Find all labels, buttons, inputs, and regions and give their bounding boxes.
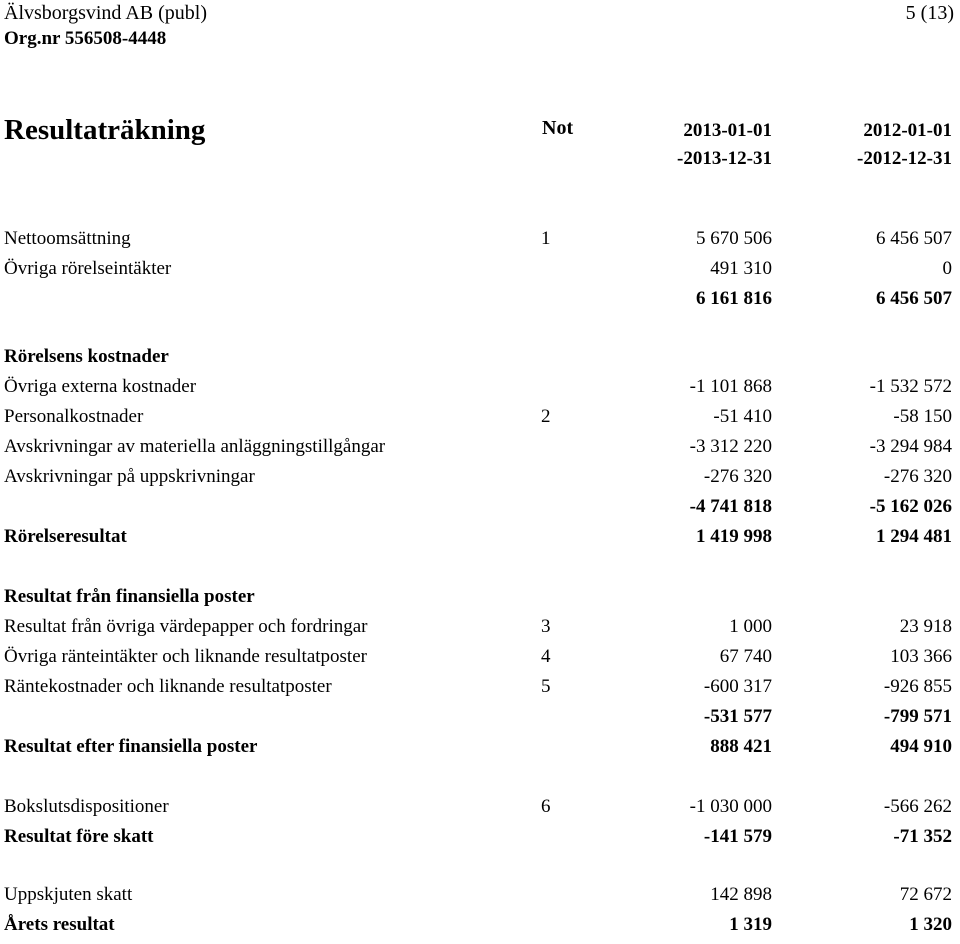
row-value-2013: -1 101 868: [689, 376, 772, 397]
row-value-2012: -5 162 026: [869, 496, 952, 517]
row-value-2013: 888 421: [710, 736, 772, 757]
row-value-2012: 6 456 507: [876, 228, 952, 249]
table-row: [0, 616, 960, 646]
row-value-2013: -531 577: [703, 706, 772, 727]
row-label: Personalkostnader: [4, 406, 144, 427]
period-2012-header: [857, 117, 952, 173]
row-value-2013: 142 898: [710, 884, 772, 905]
period-2012-end: -2012-12-31: [857, 148, 952, 169]
row-label: Resultat från finansiella poster: [4, 586, 255, 607]
row-label: Resultat före skatt: [4, 826, 154, 847]
row-value-2012: 6 456 507: [876, 288, 952, 309]
table-row: [0, 646, 960, 676]
company-name: Älvsborgsvind AB (publ): [4, 2, 207, 24]
table-row: [0, 406, 960, 436]
row-value-2012: -799 571: [883, 706, 952, 727]
row-value-2012: 1 320: [909, 914, 952, 935]
row-value-2013: -276 320: [703, 466, 772, 487]
table-row: [0, 736, 960, 766]
not-column-header: Not: [542, 117, 574, 139]
row-label: Rörelsens kostnader: [4, 346, 169, 367]
table-row: [0, 586, 960, 616]
row-value-2012: -566 262: [883, 796, 952, 817]
period-2013-end: -2013-12-31: [677, 148, 772, 169]
row-value-2012: -3 294 984: [869, 436, 952, 457]
statement-title: Resultaträkning: [4, 114, 206, 146]
table-row: [0, 228, 960, 258]
row-note: 2: [541, 406, 551, 427]
row-value-2013: -4 741 818: [689, 496, 772, 517]
row-label: Nettoomsättning: [4, 228, 131, 249]
row-label: Rörelseresultat: [4, 526, 127, 547]
period-2013-header: [677, 117, 772, 173]
row-note: 3: [541, 616, 551, 637]
row-value-2013: 1 000: [729, 616, 772, 637]
table-row: [0, 466, 960, 496]
row-value-2012: 72 672: [899, 884, 952, 905]
table-row: [0, 346, 960, 376]
row-value-2013: 1 419 998: [696, 526, 772, 547]
table-row: [0, 884, 960, 914]
row-value-2012: -1 532 572: [869, 376, 952, 397]
row-note: 4: [541, 646, 551, 667]
row-label: Övriga externa kostnader: [4, 376, 197, 397]
table-row: [0, 706, 960, 736]
row-value-2013: 491 310: [710, 258, 772, 279]
row-value-2013: 6 161 816: [696, 288, 772, 309]
row-value-2013: 5 670 506: [696, 228, 772, 249]
org-number: Org.nr 556508-4448: [4, 28, 167, 49]
row-value-2012: 0: [942, 258, 952, 279]
row-label: Uppskjuten skatt: [4, 884, 133, 905]
row-value-2012: -71 352: [893, 826, 952, 847]
row-value-2013: 1 319: [729, 914, 772, 935]
table-row: [0, 436, 960, 466]
table-row: [0, 914, 960, 944]
row-value-2013: -1 030 000: [689, 796, 772, 817]
table-row: [0, 676, 960, 706]
table-row: [0, 376, 960, 406]
table-row: [0, 796, 960, 826]
page-number: 5 (13): [905, 2, 954, 24]
row-value-2012: 23 918: [899, 616, 952, 637]
row-note: 6: [541, 796, 551, 817]
row-label: Avskrivningar av materiella anläggningstillgångar: [4, 436, 386, 457]
period-2013-start: 2013-01-01: [683, 120, 772, 141]
row-note: 5: [541, 676, 551, 697]
row-value-2012: -926 855: [883, 676, 952, 697]
row-label: Resultat efter finansiella poster: [4, 736, 258, 757]
row-label: Övriga rörelseintäkter: [4, 258, 172, 279]
table-row: [0, 526, 960, 556]
row-value-2012: 103 366: [890, 646, 952, 667]
row-value-2012: 494 910: [890, 736, 952, 757]
row-value-2012: 1 294 481: [876, 526, 952, 547]
table-row: [0, 288, 960, 318]
row-label: Resultat från övriga värdepapper och fordringar: [4, 616, 368, 637]
row-label: Övriga ränteintäkter och liknande resultatposter: [4, 646, 367, 667]
row-label: Avskrivningar på uppskrivningar: [4, 466, 255, 487]
row-label: Bokslutsdispositioner: [4, 796, 169, 817]
table-row: [0, 496, 960, 526]
row-label: Räntekostnader och liknande resultatposter: [4, 676, 332, 697]
row-label: Årets resultat: [4, 914, 115, 935]
row-note: 1: [541, 228, 551, 249]
row-value-2013: -600 317: [703, 676, 772, 697]
row-value-2013: -141 579: [703, 826, 772, 847]
row-value-2012: -58 150: [893, 406, 952, 427]
row-value-2013: -51 410: [713, 406, 772, 427]
row-value-2013: -3 312 220: [689, 436, 772, 457]
table-row: [0, 826, 960, 856]
row-value-2013: 67 740: [719, 646, 772, 667]
period-2012-start: 2012-01-01: [863, 120, 952, 141]
table-row: [0, 258, 960, 288]
row-value-2012: -276 320: [883, 466, 952, 487]
